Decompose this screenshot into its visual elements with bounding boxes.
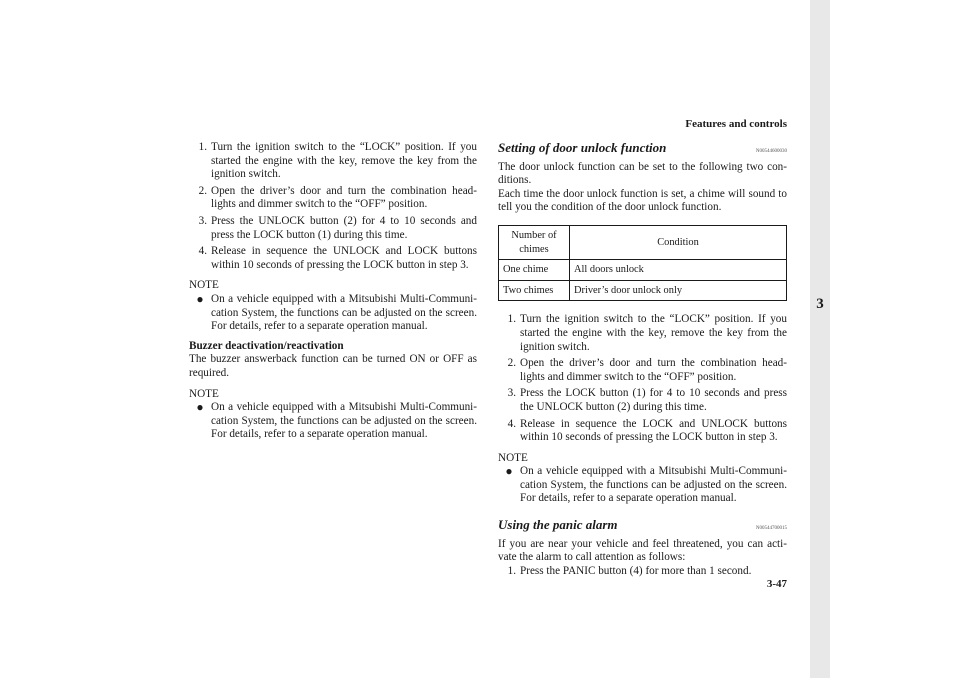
table-row (499, 260, 787, 281)
note-text: On a vehicle equipped with a Mitsubishi Multi-Communi-cation System, the functions can be adjusted on the screen. For details, refer to a separate operation manual. (520, 465, 787, 505)
note-label: NOTE (189, 387, 219, 400)
chapter-tab (810, 0, 830, 678)
intro-text: Each time the door unlock function is set, a chime will sound to tell you the condition of the door unlock function. (498, 187, 787, 214)
table-cell: One chime (499, 260, 570, 281)
note-item (189, 401, 477, 442)
table-cell: Driver’s door unlock only (570, 280, 787, 301)
note-label: NOTE (189, 279, 219, 292)
step-item (498, 565, 787, 579)
chapter-number: 3 (816, 296, 824, 312)
table-header-chimes: Number of chimes (499, 225, 570, 259)
right-column (498, 141, 787, 581)
step-text: Release in sequence the LOCK and UNLOCK buttons within 10 seconds of pressing the LOCK button in step 3. (520, 417, 787, 444)
step-text: Turn the ignition switch to the “LOCK” position. If you started the engine with the key, remove the key from the ignition switch. (520, 313, 787, 353)
note-label: NOTE (498, 451, 528, 464)
note-text: On a vehicle equipped with a Mitsubishi Multi-Communi-cation System, the functions can be adjusted on the screen. For details, refer to a separate operation manual. (211, 401, 477, 441)
chime-condition-table (498, 225, 787, 301)
step-item (189, 185, 477, 212)
step-number: 2. (198, 184, 207, 197)
buzzer-text: The buzzer answerback function can be turned ON or OFF as required. (189, 353, 477, 379)
step-number: 2. (507, 357, 516, 370)
table-row (499, 280, 787, 301)
step-item (498, 418, 787, 445)
step-number: 3. (198, 214, 207, 227)
table-cell: Two chimes (499, 280, 570, 301)
page-number: 3-47 (766, 578, 787, 590)
section-title-door-unlock: Setting of door unlock function (498, 140, 667, 155)
buzzer-heading: Buzzer deactivation/reactivation (189, 339, 344, 352)
bullet-icon: ● (196, 291, 204, 306)
step-text: Press the UNLOCK button (2) for 4 to 10 seconds and press the LOCK button (1) during this time. (211, 214, 477, 241)
bullet-icon: ● (196, 400, 204, 415)
step-text: Press the LOCK button (1) for 4 to 10 seconds and press the UNLOCK button (2) during this time. (520, 387, 787, 413)
step-item (189, 141, 477, 182)
section-title-panic-alarm: Using the panic alarm (498, 517, 618, 533)
section-code: N00544600030 (755, 149, 787, 154)
step-text: Release in sequence the UNLOCK and LOCK buttons within 10 seconds of pressing the LOCK button in step 3. (211, 245, 477, 271)
step-number: 3. (507, 387, 516, 400)
step-item (189, 215, 477, 242)
page-header-title: Features and controls (685, 118, 787, 130)
panic-text: If you are near your vehicle and feel threatened, you can acti-vate the alarm to call attention as follows: (498, 537, 787, 564)
step-text: Open the driver’s door and turn the combination head-lights and dimmer switch to the “OFF” position. (211, 184, 477, 211)
bullet-icon: ● (505, 464, 513, 479)
step-item (498, 387, 787, 414)
step-item (189, 245, 477, 272)
step-number: 1. (198, 141, 207, 153)
table-header-condition: Condition (570, 225, 787, 259)
step-number: 1. (507, 564, 516, 577)
table-cell: All doors unlock (570, 260, 787, 281)
table-header-row (499, 225, 787, 259)
step-item (498, 313, 787, 354)
left-column (189, 141, 477, 446)
step-number: 4. (198, 245, 207, 258)
step-text: Open the driver’s door and turn the combination head-lights and dimmer switch to the “OFF” position. (520, 357, 787, 383)
note-item (189, 293, 477, 334)
section-heading (498, 518, 787, 536)
section-heading (498, 141, 787, 159)
section-code: N00544700015 (755, 526, 787, 532)
note-item (498, 465, 787, 506)
step-number: 4. (507, 417, 516, 430)
step-number: 1. (507, 313, 516, 326)
note-text: On a vehicle equipped with a Mitsubishi Multi-Communi-cation System, the functions can be adjusted on the screen. For details, refer to a separate operation manual. (211, 292, 477, 333)
step-text: Turn the ignition switch to the “LOCK” position. If you started the engine with the key, remove the key from the ignition switch. (211, 141, 477, 181)
step-text: Press the PANIC button (4) for more than 1 second. (520, 564, 752, 577)
step-item (498, 357, 787, 384)
intro-text: The door unlock function can be set to the following two con-ditions. (498, 160, 787, 187)
